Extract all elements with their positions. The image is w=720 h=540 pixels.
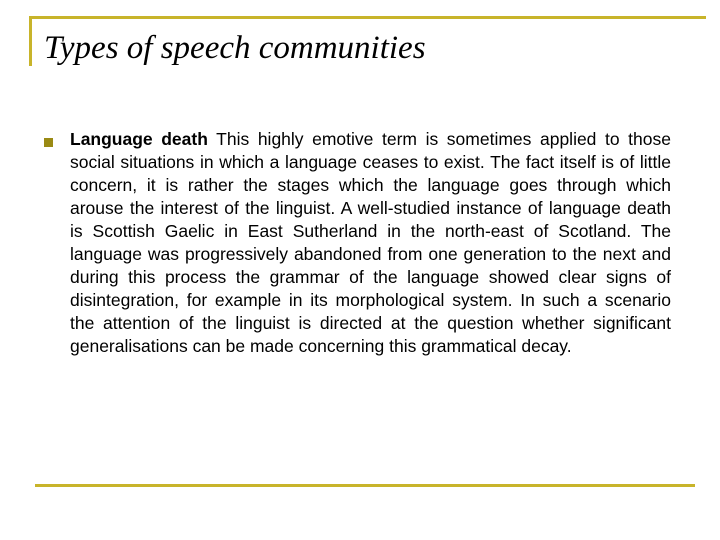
frame-top-border [29,16,706,19]
slide-title: Types of speech communities [44,30,426,66]
square-bullet-icon [44,138,53,147]
bullet-paragraph [70,128,671,358]
bullet-term: Language death [70,129,208,149]
frame-left-border [29,16,32,66]
frame-bottom-border [35,484,695,487]
bullet-text: This highly emotive term is sometimes applied to those social situations in which a language ceases to exist. The fact itself is of little concern, it is rather the stages which the language goes through which arouse the interest of the linguist. A well-studied instance of language death is Scottish Gaelic in East Sutherland in the north-east of Scotland. The language was progressively abandoned from one generation to the next and during this process the grammar of the language showed clear signs of disintegration, for example in its morphological system. In such a scenario the attention of the linguist is directed at the question whether significant generalisations can be made concerning this grammatical decay. [70,129,671,356]
